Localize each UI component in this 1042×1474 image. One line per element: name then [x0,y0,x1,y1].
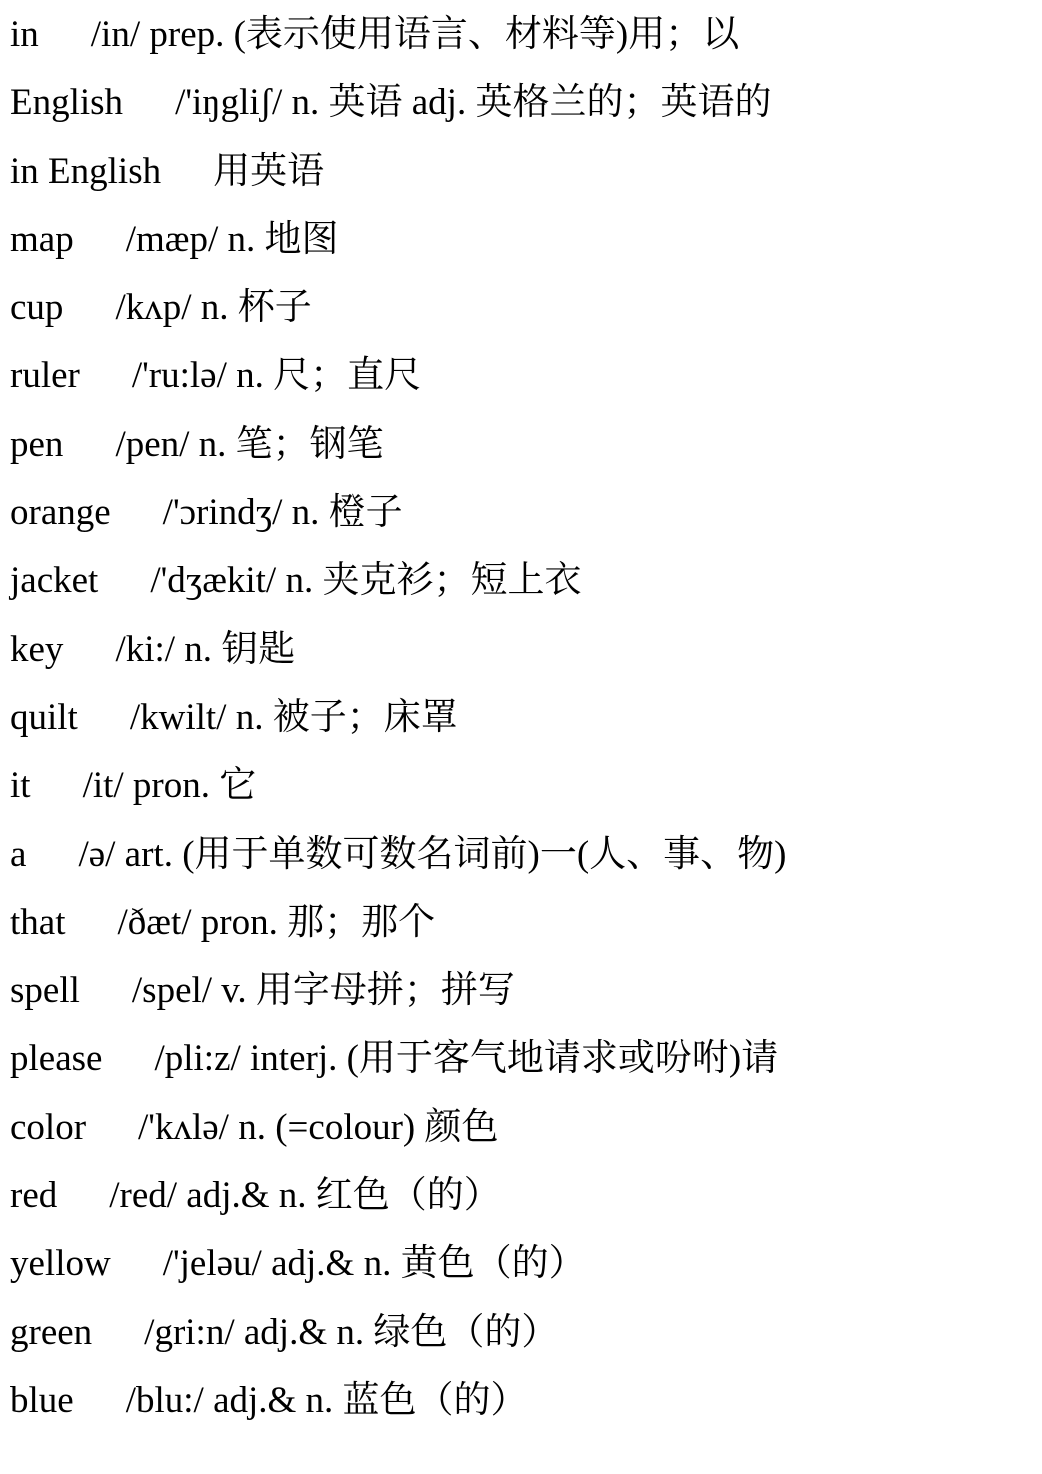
entry-definition: /it/ pron. 它 [82,765,257,807]
entry-word: yellow [10,1243,111,1285]
entry-definition: /'ru:lə/ n. 尺；直尺 [131,355,422,397]
entry-definition: /ðæt/ pron. 那；那个 [117,901,436,943]
entry-word: jacket [10,560,99,602]
vocab-entry [10,1239,786,1307]
vocab-entry [10,693,786,761]
vocab-entry [10,1308,786,1376]
entry-word: English [10,82,124,124]
entry-word: red [10,1175,58,1217]
vocab-entry [10,488,786,556]
entry-definition: /'dʒækit/ n. 夹克衫；短上衣 [150,560,582,602]
vocab-entry [10,147,786,215]
vocab-entry [10,351,786,419]
vocab-entry [10,556,786,624]
vocab-entry [10,1171,786,1239]
vocab-entry [10,215,786,283]
vocab-entry [10,761,786,829]
entry-word: it [10,765,31,807]
entry-word: quilt [10,696,78,738]
entry-definition: /kwilt/ n. 被子；床罩 [129,696,458,738]
entry-definition: /'kʌlə/ n. (=colour) 颜色 [138,1106,499,1148]
entry-definition: /pen/ n. 笔；钢笔 [115,423,384,465]
entry-definition: /'jeləu/ adj.& n. 黄色（的） [162,1243,586,1285]
entry-definition: /red/ adj.& n. 红色（的） [109,1175,501,1217]
vocab-entry [10,1034,786,1102]
entry-definition: /mæp/ n. 地图 [125,218,339,260]
entry-word: blue [10,1379,74,1421]
entry-word: orange [10,492,111,534]
vocab-entry [10,283,786,351]
entry-word: spell [10,970,80,1012]
entry-word: cup [10,287,64,329]
entry-definition: /pli:z/ interj. (用于客气地请求或吩咐)请 [154,1038,779,1080]
entry-word: in [10,14,39,55]
entry-definition: /ə/ art. (用于单数可数名词前)一(人、事、物) [78,833,787,875]
vocab-entry [10,830,786,898]
entry-definition: /'iŋgliʃ/ n. 英语 adj. 英格兰的；英语的 [175,82,772,124]
entry-word: please [10,1038,103,1080]
entry-definition: 用英语 [213,150,325,192]
entry-word: ruler [10,355,80,397]
entry-word: in English [10,150,162,192]
vocab-entry [10,78,786,146]
entry-word: a [10,833,27,875]
entry-definition: /kʌp/ n. 杯子 [115,287,312,329]
vocab-entry [10,1376,786,1444]
entry-definition: /spel/ v. 用字母拼；拼写 [131,970,515,1012]
entry-word: that [10,901,66,943]
entry-word: key [10,628,64,670]
entry-word: map [10,218,74,260]
vocab-entry [10,1103,786,1171]
entry-definition: /'ɔrindʒ/ n. 橙子 [162,492,403,534]
entry-word: green [10,1311,93,1353]
vocab-entry [10,898,786,966]
entry-definition: /in/ prep. (表示使用语言、材料等)用；以 [90,14,740,55]
vocab-entry [10,966,786,1034]
entry-word: pen [10,423,64,465]
vocab-entry [10,10,786,78]
entry-definition: /ki:/ n. 钥匙 [115,628,296,670]
entry-word: color [10,1106,87,1148]
entry-definition: /gri:n/ adj.& n. 绿色（的） [144,1311,559,1353]
entry-definition: /blu:/ adj.& n. 蓝色（的） [125,1379,528,1421]
vocabulary-list [10,10,786,1444]
vocab-entry [10,420,786,488]
vocab-entry [10,625,786,693]
